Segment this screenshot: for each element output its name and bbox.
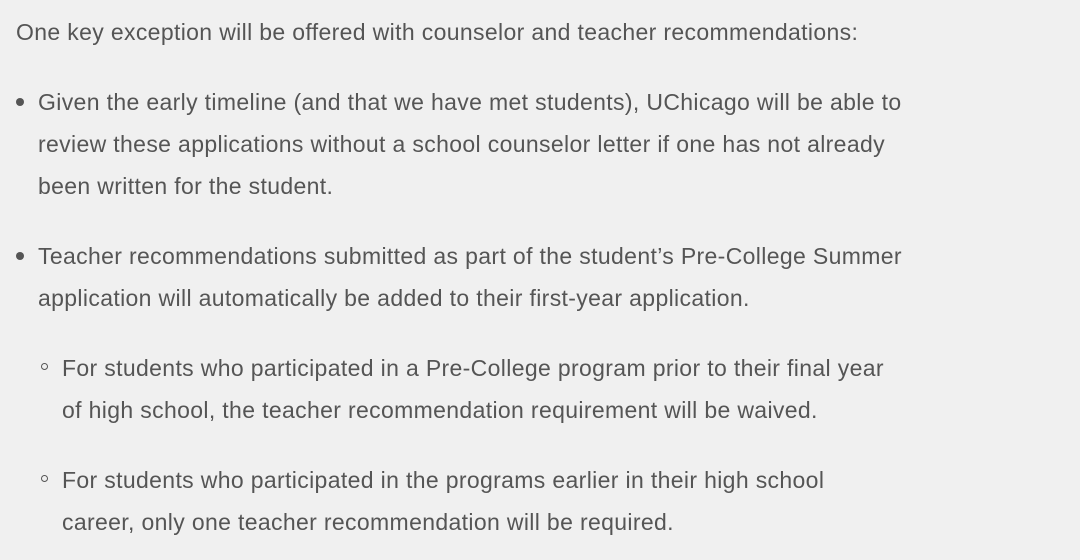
bullet-icon	[16, 98, 24, 106]
list-item	[38, 235, 902, 319]
sub-bullet-list	[62, 459, 824, 543]
sub-list-item-line: of high school, the teacher recommendation requirement will be waived.	[62, 397, 818, 423]
intro-text: One key exception will be offered with counselor and teacher recommendations:	[16, 19, 859, 45]
sub-list-item-line: For students who participated in a Pre-College program prior to their final year	[62, 355, 884, 381]
sub-list-item	[62, 459, 824, 543]
list-item	[38, 81, 902, 207]
bullet-list	[38, 235, 902, 319]
list-item-line: application will automatically be added to their first-year application.	[38, 285, 750, 311]
sub-bullet-list	[62, 347, 884, 431]
sub-list-item	[62, 347, 884, 431]
bullet-icon	[16, 252, 24, 260]
sub-list-item-line: For students who participated in the programs earlier in their high school	[62, 467, 825, 493]
list-item-line: review these applications without a school counselor letter if one has not already	[38, 131, 885, 157]
sub-list-item-line: career, only one teacher recommendation will be required.	[62, 509, 674, 535]
sub-bullet-icon	[41, 363, 48, 370]
list-item-line: been written for the student.	[38, 173, 334, 199]
list-item-line: Teacher recommendations submitted as part of the student’s Pre-College Summer	[38, 243, 902, 269]
list-item-line: Given the early timeline (and that we have met students), UChicago will be able to	[38, 89, 902, 115]
sub-bullet-icon	[41, 475, 48, 482]
bullet-list	[38, 81, 902, 207]
